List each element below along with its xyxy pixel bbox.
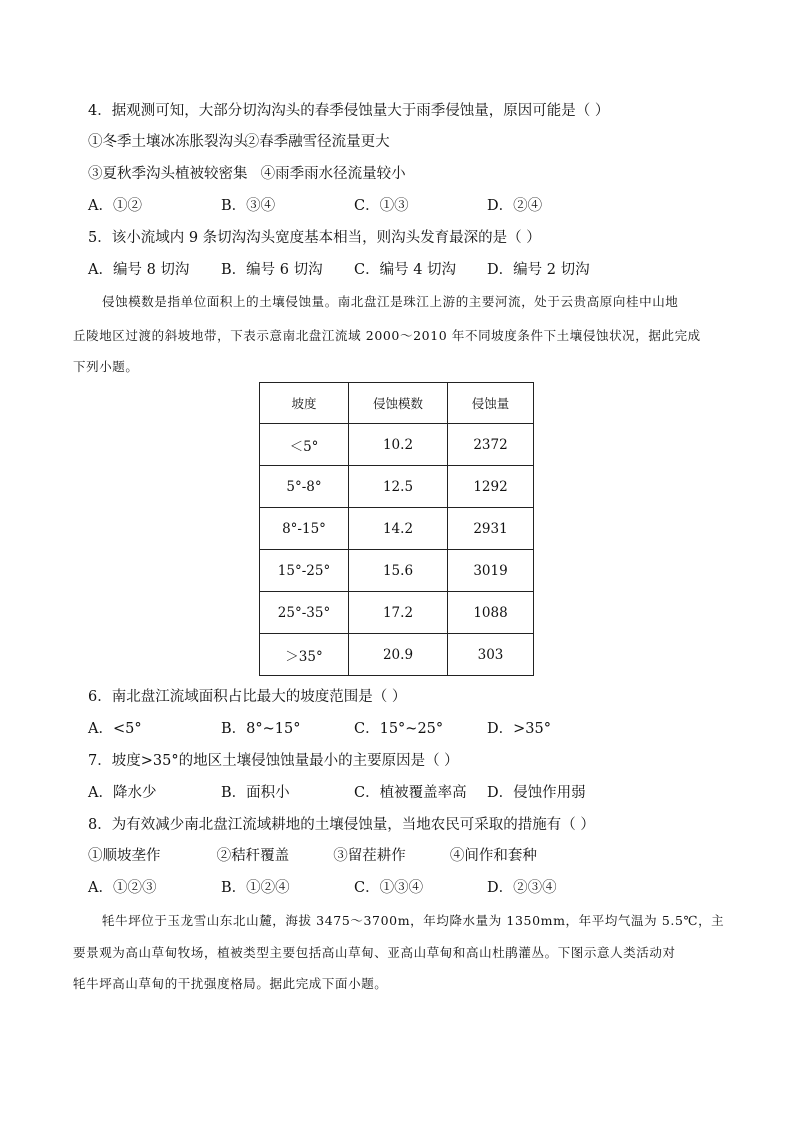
question-4-statements-row-1 — [88, 132, 390, 152]
table-row — [260, 634, 534, 676]
option-a: A．①②③ — [88, 880, 157, 896]
table-cell: 1292 — [448, 466, 534, 508]
option-b: B．③④ — [221, 198, 276, 214]
table-cell: 15.6 — [349, 550, 448, 592]
passage-2-line-1: 牦牛坪位于玉龙雪山东北山麓，海拔 3475～3700m，年均降水量为 1350mm，年平均气温为 5.5℃，主 — [102, 913, 725, 928]
statement-1: ①顺坡垄作 — [88, 848, 161, 864]
table-cell: 14.2 — [349, 508, 448, 550]
table-row — [260, 550, 534, 592]
table-cell: 2372 — [448, 424, 534, 466]
option-c: C．植被覆盖率高 — [354, 785, 467, 801]
table-row — [260, 424, 534, 466]
passage-2-line-2: 要景观为高山草甸牧场，植被类型主要包括高山草甸、亚高山草甸和高山杜鹃灌丛。下图示意人类活动对 — [73, 945, 676, 960]
passage-1-line-2: 丘陵地区过渡的斜坡地带，下表示意南北盘江流域 2000～2010 年不同坡度条件下土壤侵蚀状况，据此完成 — [73, 328, 701, 343]
option-d: D．侵蚀作用弱 — [487, 785, 586, 801]
option-b: B．8°~15° — [221, 721, 301, 737]
table-row — [260, 466, 534, 508]
table-header-row — [260, 383, 534, 424]
table-cell: 12.5 — [349, 466, 448, 508]
table-cell: 20.9 — [349, 634, 448, 676]
option-c: C．15°~25° — [354, 721, 444, 737]
question-7-stem: 7．坡度>35°的地区土壤侵蚀蚀量最小的主要原因是（ ） — [88, 753, 459, 769]
table-row — [260, 508, 534, 550]
option-b: B．编号 6 切沟 — [221, 262, 323, 278]
question-7-options — [88, 783, 648, 803]
question-6-stem: 6．南北盘江流域面积占比最大的坡度范围是（ ） — [88, 689, 407, 705]
statement-4: ④雨季雨水径流量较小 — [260, 166, 406, 182]
table-row — [260, 592, 534, 634]
table-cell: 3019 — [448, 550, 534, 592]
option-b: B．面积小 — [221, 785, 290, 801]
option-a: A．编号 8 切沟 — [88, 262, 190, 278]
option-d: D．②③④ — [487, 880, 557, 896]
passage-1-line-3: 下列小题。 — [73, 359, 139, 374]
table-cell: 5°-8° — [260, 466, 349, 508]
option-c: C．①③④ — [354, 880, 424, 896]
question-8-stem: 8．为有效减少南北盘江流域耕地的土壤侵蚀量，当地农民可采取的措施有（ ） — [88, 817, 595, 833]
table-cell: 25°-35° — [260, 592, 349, 634]
table-cell: 10.2 — [349, 424, 448, 466]
option-d: D．>35° — [487, 721, 551, 737]
statement-4: ④间作和套种 — [449, 848, 537, 864]
passage-1-line-1: 侵蚀模数是指单位面积上的土壤侵蚀量。南北盘江是珠江上游的主要河流，处于云贵高原向桂中山地 — [102, 294, 679, 309]
statement-3: ③留茬耕作 — [333, 848, 406, 864]
question-5-options — [88, 260, 648, 280]
option-d: D．编号 2 切沟 — [487, 262, 590, 278]
statement-2: ②春季融雪径流量更大 — [244, 134, 390, 150]
header-erosion-amount: 侵蚀量 — [448, 383, 534, 424]
question-6-options — [88, 719, 648, 739]
option-a: A．降水少 — [88, 785, 157, 801]
option-c: C．编号 4 切沟 — [354, 262, 457, 278]
option-b: B．①②④ — [221, 880, 290, 896]
table-cell: 1088 — [448, 592, 534, 634]
statement-1: ①冬季土壤冰冻胀裂沟头 — [88, 134, 248, 150]
table-cell: 8°-15° — [260, 508, 349, 550]
option-a: A．①② — [88, 198, 142, 214]
question-8-options — [88, 878, 648, 898]
table-cell: 15°-25° — [260, 550, 349, 592]
question-4-options — [88, 196, 648, 216]
statement-3: ③夏秋季沟头植被较密集 — [88, 166, 248, 182]
table-cell: 2931 — [448, 508, 534, 550]
question-8-statements — [88, 846, 537, 866]
statement-2: ②秸秆覆盖 — [216, 848, 290, 864]
question-4-stem: 4．据观测可知，大部分切沟沟头的春季侵蚀量大于雨季侵蚀量，原因可能是（ ） — [88, 103, 610, 119]
table-cell: 17.2 — [349, 592, 448, 634]
table-cell: 303 — [448, 634, 534, 676]
table-cell: ＞35° — [260, 634, 349, 676]
option-c: C．①③ — [354, 198, 409, 214]
passage-2-line-3: 牦牛坪高山草甸的干扰强度格局。据此完成下面小题。 — [73, 976, 388, 991]
option-a: A．<5° — [88, 721, 142, 737]
option-d: D．②④ — [487, 198, 543, 214]
question-4-statements-row-2 — [88, 164, 406, 184]
table-cell: ＜5° — [260, 424, 349, 466]
erosion-table — [259, 382, 534, 676]
header-erosion-modulus: 侵蚀模数 — [349, 383, 448, 424]
question-5-stem: 5．该小流域内 9 条切沟沟头宽度基本相当，则沟头发育最深的是（ ） — [88, 230, 541, 246]
header-slope: 坡度 — [260, 383, 349, 424]
